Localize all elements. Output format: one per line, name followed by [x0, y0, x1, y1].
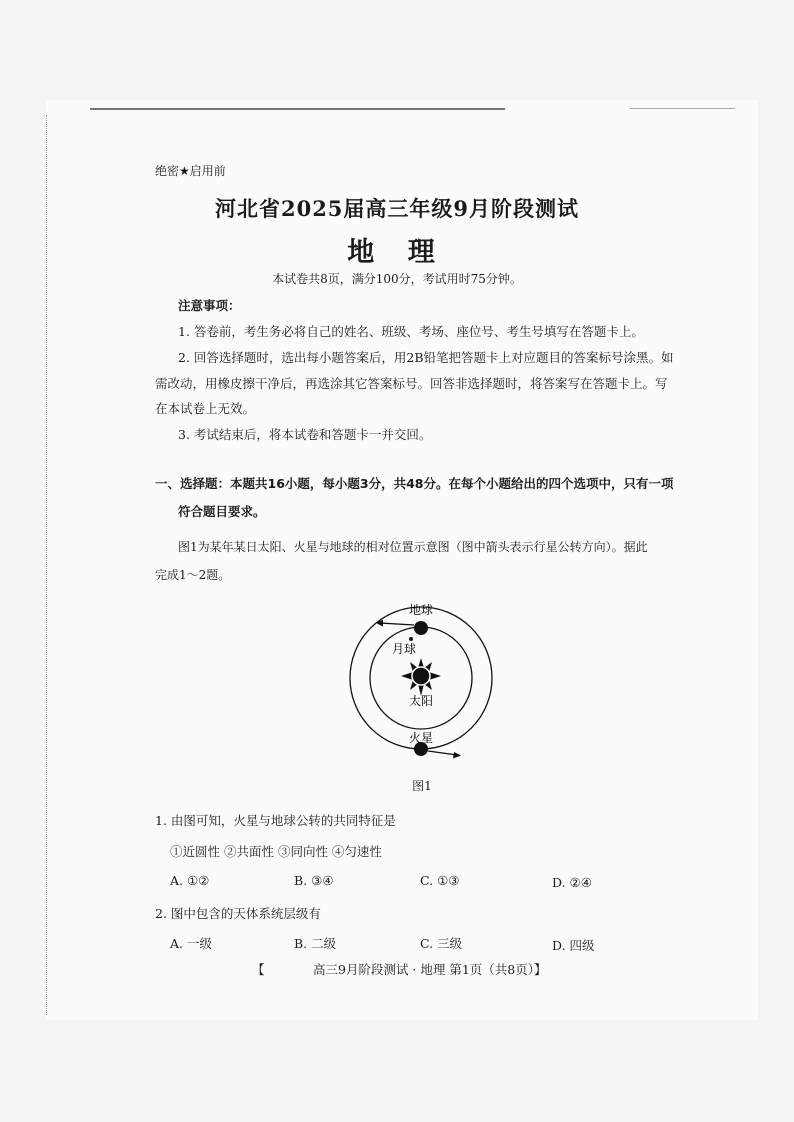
intro-line-2: 完成1～2题。 [155, 568, 231, 582]
moon-label: 月球 [391, 642, 417, 656]
question-2-option-a: A. 一级 [170, 936, 212, 951]
notice-item-2-line-3: 在本试卷上无效。 [155, 401, 256, 416]
question-2-option-d: D. 四级 [552, 938, 595, 953]
top-rule-right [630, 108, 735, 109]
sun-icon [401, 658, 441, 696]
earth-icon [414, 621, 428, 635]
footer-bracket: 【 [252, 962, 265, 977]
question-1-option-d: D. ②④ [552, 875, 592, 890]
subject-title: 地 理 [347, 237, 447, 268]
intro-line-1: 图1为某年某日太阳、火星与地球的相对位置示意图（图中箭头表示行星公转方向）。据此 [178, 540, 648, 554]
sun-label: 太阳 [408, 694, 434, 708]
footer-page-info: 高三9月阶段测试 · 地理 第1页（共8页）】 [313, 962, 547, 977]
question-1-option-b: B. ③④ [294, 873, 334, 888]
moon-icon [409, 637, 413, 641]
section-heading-line-1: 一、选择题：本题共16小题，每小题3分，共48分。在每个小题给出的四个选项中，只有一项 [155, 476, 674, 491]
top-rule [90, 108, 505, 110]
notice-item-1: 1. 答卷前，考生务必将自己的姓名、班级、考场、座位号、考生号填写在答题卡上。 [178, 324, 644, 339]
secret-label: 绝密★启用前 [155, 164, 226, 178]
solar-system-diagram [340, 600, 500, 780]
question-1-stem: 1. 由图可知，火星与地球公转的共同特征是 [155, 813, 396, 828]
notice-item-2-line-1: 2. 回答选择题时，选出每小题答案后，用2B铅笔把答题卡上对应题目的答案标号涂黑。如 [178, 350, 674, 365]
mars-direction-arrow [428, 751, 457, 755]
question-2-option-c: C. 三级 [420, 936, 463, 951]
mars-arrowhead [453, 752, 461, 759]
earth-label: 地球 [408, 603, 434, 617]
question-2-option-b: B. 二级 [294, 936, 337, 951]
notice-heading: 注意事项： [178, 298, 241, 313]
section-heading-line-2: 符合题目要求。 [178, 504, 266, 519]
question-1-option-c: C. ①③ [420, 873, 460, 888]
notice-item-2-line-2: 需改动，用橡皮擦干净后，再选涂其它答案标号。回答非选择题时，将答案写在答题卡上。写 [155, 376, 668, 391]
notice-item-3: 3. 考试结束后，将本试卷和答题卡一并交回。 [178, 427, 432, 442]
earth-direction-arrow [380, 623, 414, 625]
exam-info: 本试卷共8页，满分100分，考试用时75分钟。 [272, 272, 522, 286]
question-2-stem: 2. 图中包含的天体系统层级有 [155, 906, 321, 921]
figure-caption: 图1 [412, 779, 432, 793]
mars-label: 火星 [408, 731, 434, 745]
exam-title: 河北省2025届高三年级9月阶段测试 [214, 196, 580, 221]
question-1-items: ①近圆性 ②共面性 ③同向性 ④匀速性 [170, 844, 382, 859]
question-1-option-a: A. ①② [170, 873, 210, 888]
